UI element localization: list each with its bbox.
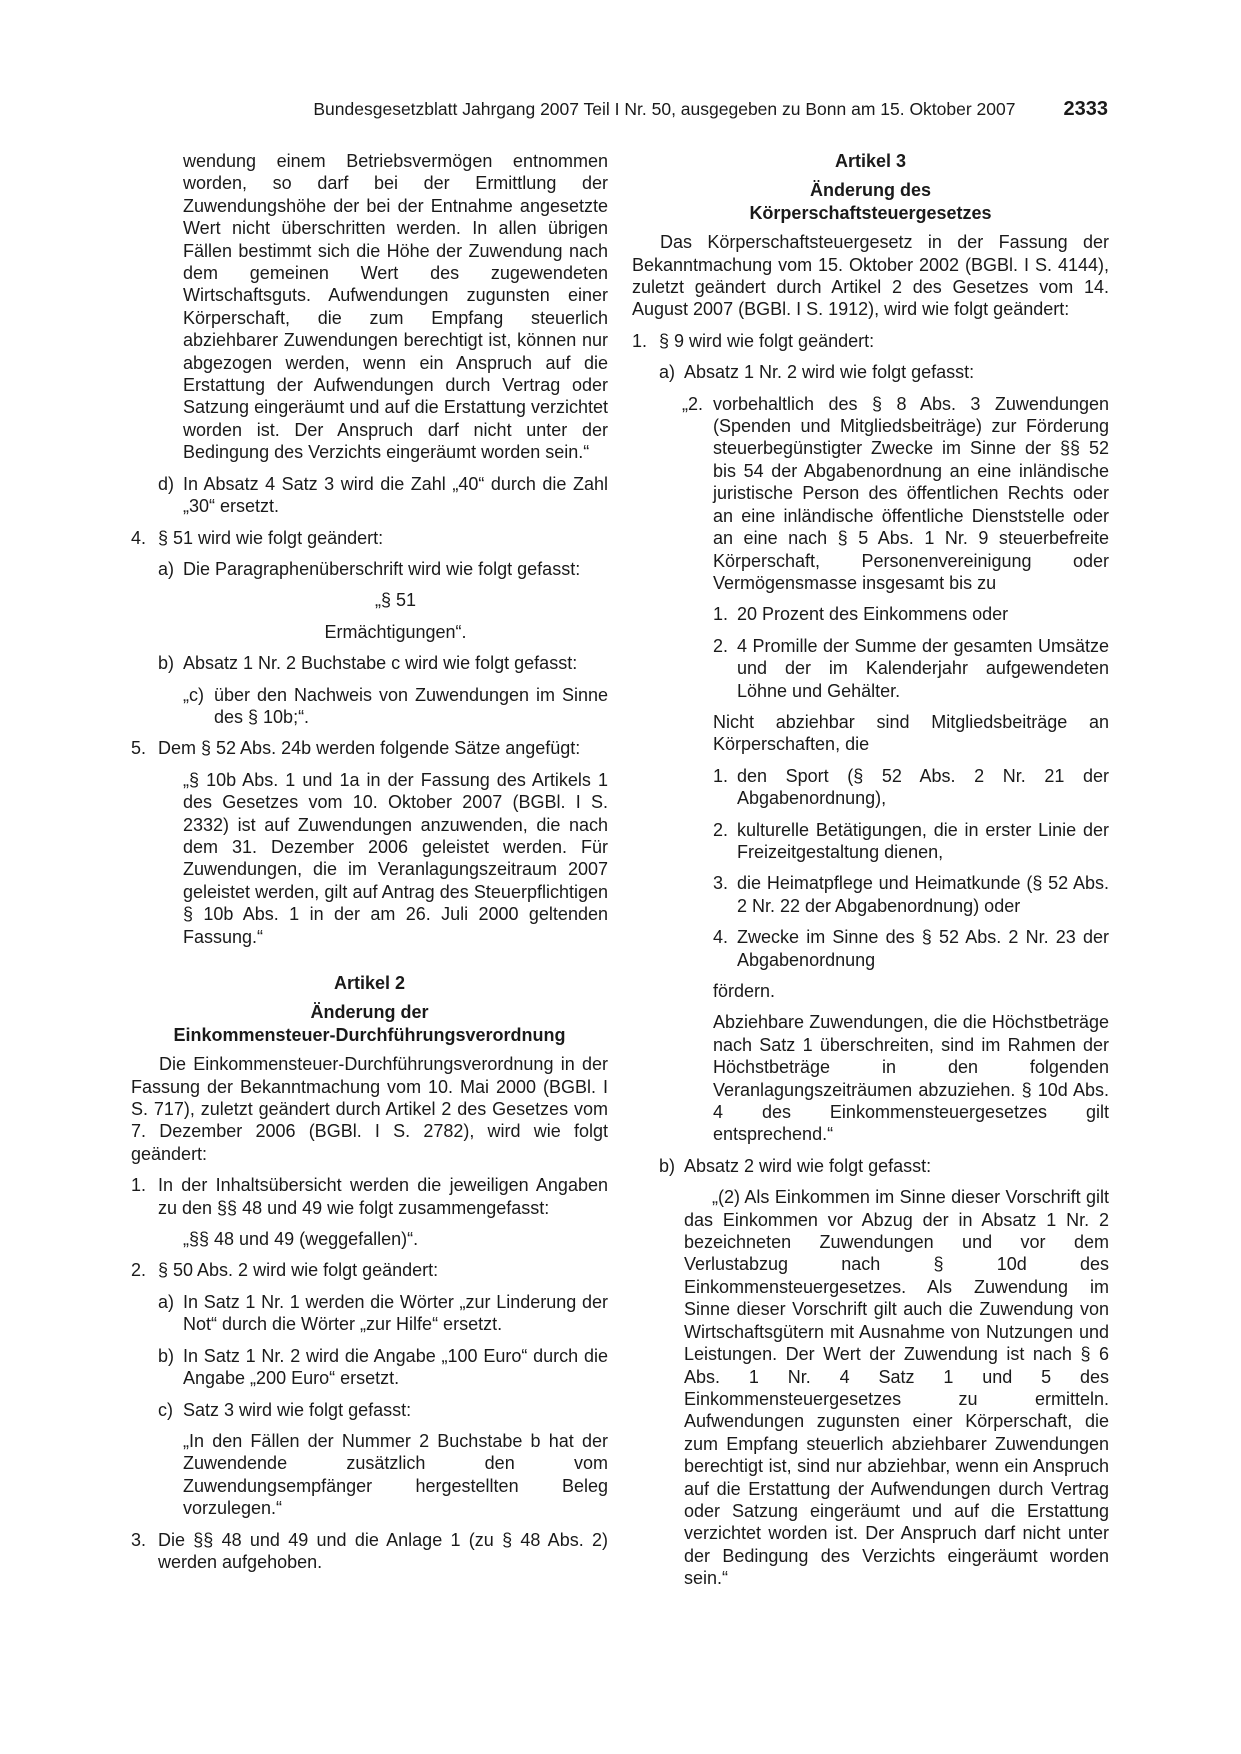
item-text: 20 Prozent des Einkommens oder <box>737 604 1009 625</box>
item-text: Zwecke im Sinne des § 52 Abs. 2 Nr. 23 der Abgabenordnung <box>737 927 1109 970</box>
quoted-heading-title: Ermächtigungen“. <box>324 621 467 642</box>
article-2-title: Artikel 2 <box>333 973 406 993</box>
item-number: b) <box>158 1345 175 1366</box>
item-number: c) <box>158 1399 173 1420</box>
item-text: Absatz 2 wird wie folgt gefasst: <box>684 1155 932 1176</box>
item-text: Absatz 1 Nr. 2 wird wie folgt gefasst: <box>684 362 975 383</box>
quoted-subitem-n4 <box>632 926 1109 971</box>
quoted-paragraph: fördern. <box>713 981 776 1001</box>
article-2-subtitle-line2: Einkommensteuer-Durchführungsverordnung <box>173 1024 566 1045</box>
page-header <box>0 98 1108 121</box>
article-3-subtitle-line2: Körperschaftsteuergesetzes <box>749 202 992 223</box>
art2-item-2b <box>131 1345 608 1390</box>
item-text: In Satz 1 Nr. 2 wird die Angabe „100 Euro“ durch die Angabe „200 Euro“ ersetzt. <box>183 1345 608 1389</box>
item-number: 2. <box>713 635 729 656</box>
quoted-paragraph: Nicht abziehbar sind Mitgliedsbeiträge an Körperschaften, die <box>713 711 1109 755</box>
item-number: 1. <box>632 330 648 351</box>
item-number: d) <box>158 473 175 494</box>
item-text: den Sport (§ 52 Abs. 2 Nr. 21 der Abgabenordnung), <box>737 765 1109 809</box>
page-number: 2333 <box>1063 98 1108 120</box>
list-item-d <box>131 473 608 518</box>
item-number: b) <box>659 1155 676 1176</box>
article-3-intro: Das Körperschaftsteuergesetz in der Fassung der Bekanntmachung vom 15. Oktober 2002 (BGBl. I S. 4144), zuletzt geändert durch Artikel 2 des Gesetzes vom 14. August 2007 (BGBl. I S. 1912), wird wie folgt geändert: <box>632 232 1109 320</box>
art2-item-2a <box>131 1291 608 1336</box>
item-text: Satz 3 wird wie folgt gefasst: <box>183 1399 412 1420</box>
art3-item-1a <box>632 361 1109 383</box>
art2-item-3 <box>131 1529 608 1574</box>
item-text: In der Inhaltsübersicht werden die jeweiligen Angaben zu den §§ 48 und 49 wie folgt zusammengefasst: <box>158 1175 608 1218</box>
item-number: 1. <box>713 604 729 625</box>
item-text: über den Nachweis von Zuwendungen im Sinne des § 10b;“. <box>214 684 608 727</box>
item-text: Die §§ 48 und 49 und die Anlage 1 (zu § 48 Abs. 2) werden aufgehoben. <box>158 1529 608 1572</box>
quoted-subitem-n1 <box>632 765 1109 810</box>
item-number: a) <box>158 558 175 579</box>
quoted-text: „In den Fällen der Nummer 2 Buchstabe b hat der Zuwendende zusätzlich den vom Zuwendungsempfänger hergestellten Beleg vorzulegen.“ <box>183 1430 608 1519</box>
running-title: Bundesgesetzblatt Jahrgang 2007 Teil I Nr. 50, ausgegeben zu Bonn am 15. Oktober 2007 <box>313 99 1016 119</box>
item-text: § 9 wird wie folgt geändert: <box>659 330 875 351</box>
quoted-list-item-c <box>131 684 608 729</box>
list-item-5 <box>131 737 608 759</box>
item-text: Die Paragraphenüberschrift wird wie folgt gefasst: <box>183 558 581 579</box>
quoted-subitem-n2 <box>632 819 1109 864</box>
item-text: vorbehaltlich des § 8 Abs. 3 Zuwendungen (Spenden und Mitgliedsbeiträge) zur Förderung steuerbegünstigter Zwecke im Sinne der §§ 52 bis 54 der Abgabenordnung an eine inländische juristische Person des öffentlichen Rechts oder an eine inländische öffentliche Dienststelle oder an eine nach § 5 Abs. 1 Nr. 9 steuerbefreite Körperschaft, Personenvereinigung oder Vermögensmasse insgesamt bis zu <box>713 393 1109 593</box>
item-text: Absatz 1 Nr. 2 Buchstabe c wird wie folgt gefasst: <box>183 653 578 674</box>
art2-item-2 <box>131 1259 608 1281</box>
item-text: die Heimatpflege und Heimatkunde (§ 52 Abs. 2 Nr. 22 der Abgabenordnung) oder <box>737 873 1109 916</box>
item-text: Dem § 52 Abs. 24b werden folgende Sätze angefügt: <box>158 738 581 759</box>
right-column <box>632 150 1109 1590</box>
art2-item-1 <box>131 1174 608 1219</box>
item-number: 1. <box>131 1175 147 1196</box>
quoted-subitem-2 <box>632 635 1109 702</box>
item-number: a) <box>158 1291 175 1312</box>
quoted-subitem-n3 <box>632 872 1109 917</box>
left-column <box>131 150 608 1573</box>
quoted-subitem-1 <box>632 603 1109 625</box>
art2-item-2c <box>131 1399 608 1421</box>
article-2-subtitle-line1: Änderung der <box>310 1002 429 1023</box>
item-text: 4 Promille der Summe der gesamten Umsätze und der im Kalenderjahr aufgewendeten Löhne und Gehälter. <box>737 635 1109 701</box>
item-number: 2. <box>131 1260 147 1281</box>
item-number: „c) <box>183 684 204 705</box>
art3-item-1b <box>632 1155 1109 1177</box>
item-text: § 50 Abs. 2 wird wie folgt geändert: <box>158 1260 439 1281</box>
quoted-paragraph: Abziehbare Zuwendungen, die die Höchstbeträge nach Satz 1 überschreiten, sind im Rahmen der Höchstbeträge in den folgenden Veranlagungszeiträumen abzuziehen. § 10d Abs. 4 des Einkommensteuergesetzes gilt entsprechend.“ <box>713 1012 1109 1145</box>
quoted-paragraph: „(2) Als Einkommen im Sinne dieser Vorschrift gilt das Einkommen vor Abzug der in Absatz 1 Nr. 2 bezeichneten Zuwendungen und vor dem Verlustabzug nach § 10d des Einkommensteuergesetzes. Als Zuwendung im Sinne dieser Vorschrift gilt auch die Zuwendung von Wirtschaftsgütern mit Ausnahme von Nutzungen und Leistungen. Der Wert der Zuwendung ist nach § 6 Abs. 1 Nr. 4 Satz 1 und 5 des Einkommensteuergesetzes zu ermitteln. Aufwendungen zugunsten einer Körperschaft, die zum Empfang steuerlich abziehbarer Zuwendungen berechtigt ist, sind nur abziehbar, wenn ein Anspruch auf die Erstattung der Aufwendungen durch Vertrag oder Satzung eingeräumt und auf die Erstattung verzichtet worden ist. Der Anspruch darf nicht unter der Bedingung des Verzichts eingeräumt worden sein.“ <box>684 1187 1109 1589</box>
article-3-subtitle-line1: Änderung des <box>809 180 931 201</box>
list-item-4a <box>131 558 608 580</box>
item-number: 4. <box>713 927 729 948</box>
article-2-intro: Die Einkommensteuer-Durchführungsverordnung in der Fassung der Bekanntmachung vom 10. Mai 2000 (BGBl. I S. 717), zuletzt geändert durch Artikel 2 des Gesetzes vom 7. Dezember 2006 (BGBl. I S. 2782), wird wie folgt geändert: <box>131 1054 608 1164</box>
item-text: In Absatz 4 Satz 3 wird die Zahl „40“ durch die Zahl „30“ ersetzt. <box>183 473 608 517</box>
art3-item-1 <box>632 330 1109 352</box>
item-text: In Satz 1 Nr. 1 werden die Wörter „zur Linderung der Not“ durch die Wörter „zur Hilfe“ ersetzt. <box>183 1291 608 1335</box>
article-3-title: Artikel 3 <box>834 151 907 171</box>
list-item-4 <box>131 527 608 549</box>
list-item-4b <box>131 652 608 674</box>
continued-paragraph: wendung einem Betriebsvermögen entnommen worden, so darf bei der Ermittlung der Zuwendungshöhe der bei der Entnahme angesetzte Wert nicht überschritten werden. In allen übrigen Fällen bestimmt sich die Höhe der Zuwendung nach dem gemeinen Wert des zugewendeten Wirtschaftsguts. Aufwendungen zugunsten einer Körperschaft, die zum Empfang steuerlich abziehbarer Zuwendungen berechtigt ist, können nur abgezogen werden, wenn ein Anspruch auf die Erstattung der Aufwendungen durch Vertrag oder Satzung eingeräumt und auf die Erstattung verzichtet worden ist. Der Anspruch darf nicht unter der Bedingung des Verzichts eingeräumt worden sein.“ <box>183 151 608 463</box>
item-number: „2. <box>682 393 704 414</box>
quoted-heading-number: „§ 51 <box>374 590 417 611</box>
item-number: b) <box>158 653 175 674</box>
item-number: 3. <box>713 873 729 894</box>
item-text: § 51 wird wie folgt geändert: <box>158 527 384 548</box>
item-number: 2. <box>713 819 729 840</box>
item-number: 5. <box>131 738 147 759</box>
quoted-item-2 <box>632 393 1109 595</box>
item-number: a) <box>659 362 676 383</box>
item-number: 3. <box>131 1529 147 1550</box>
quoted-text: „§ 10b Abs. 1 und 1a in der Fassung des Artikels 1 des Gesetzes vom 10. Oktober 2007 (BGBl. I S. 2332) ist auf Zuwendungen anzuwenden, die nach dem 31. Dezember 2006 geleistet werden. Für Zuwendungen, die im Veranlagungszeitraum 2007 geleistet werden, gilt auf Antrag des Steuerpflichtigen § 10b Abs. 1 in der am 26. Juli 2000 geltenden Fassung.“ <box>183 769 608 947</box>
item-number: 4. <box>131 527 147 548</box>
item-text: kulturelle Betätigungen, die in erster Linie der Freizeitgestaltung dienen, <box>737 819 1109 862</box>
item-number: 1. <box>713 765 729 786</box>
quoted-text: „§§ 48 und 49 (weggefallen)“. <box>183 1229 419 1250</box>
